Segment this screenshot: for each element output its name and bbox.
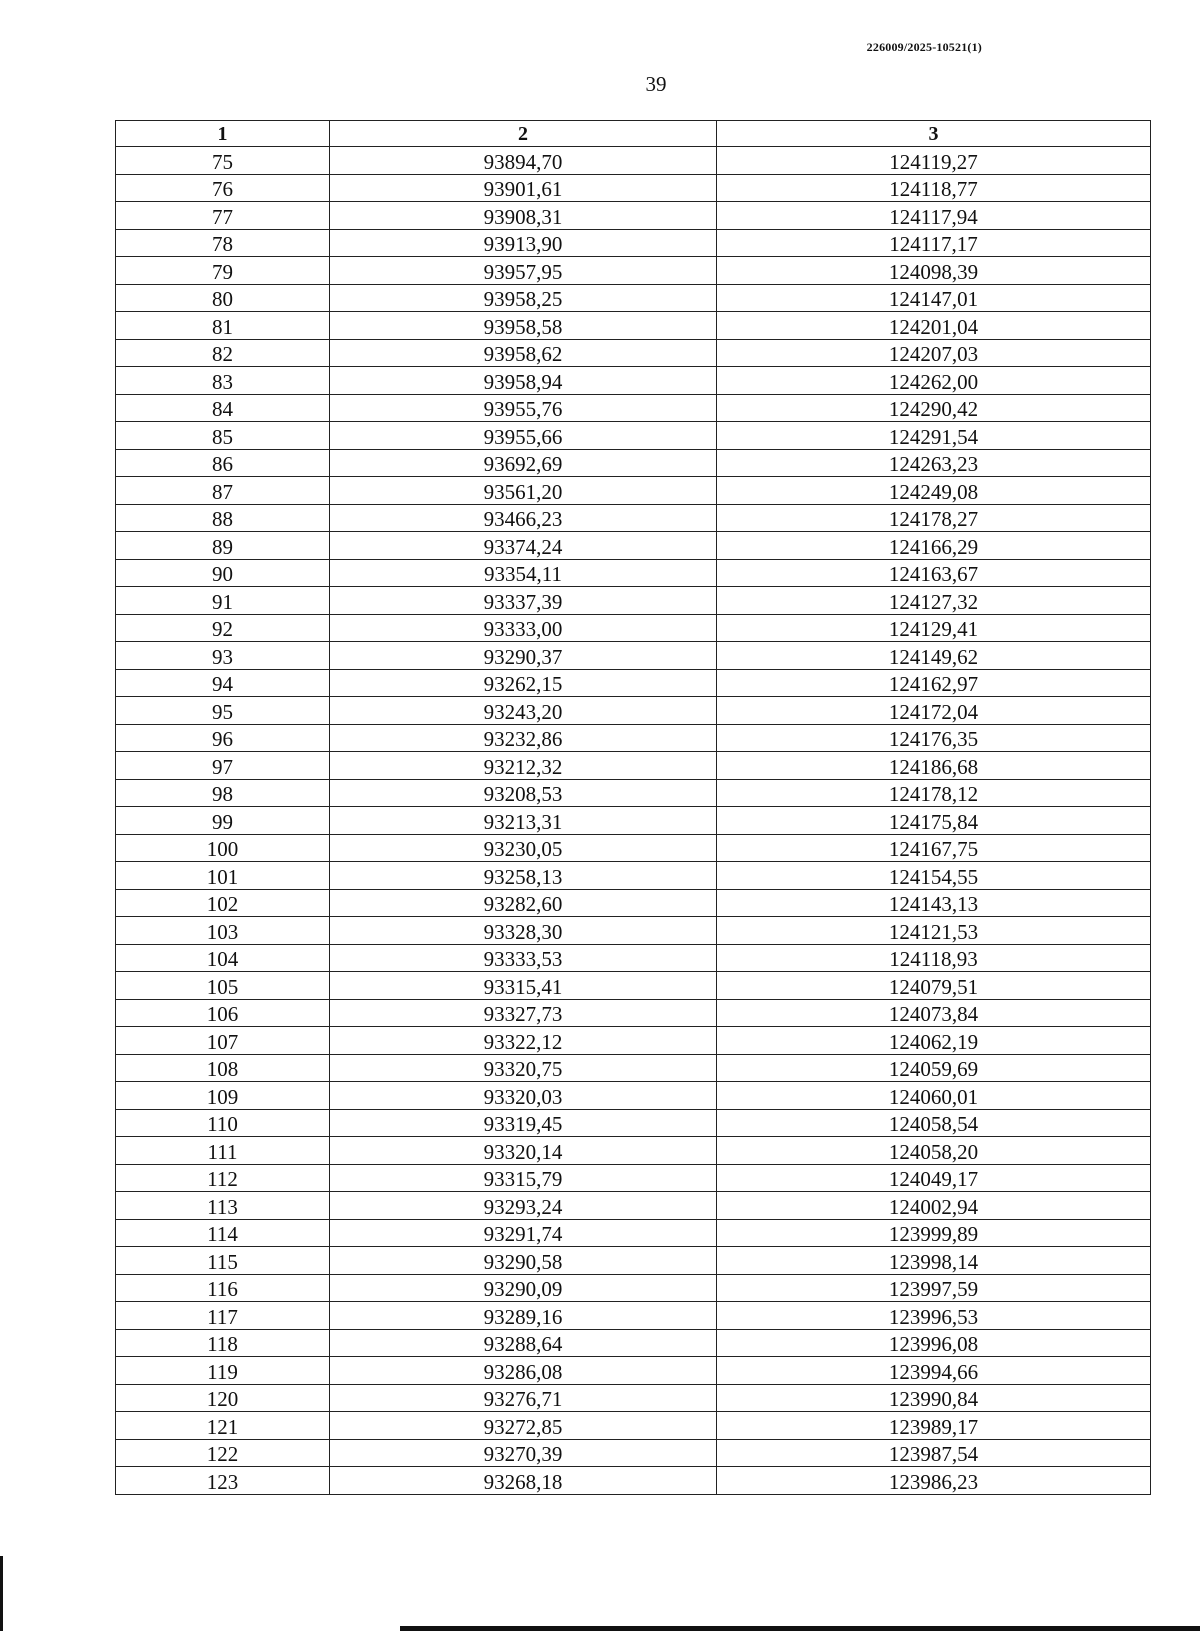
table-row [116,1247,1151,1275]
table-row [116,1192,1151,1220]
table-row [116,587,1151,615]
column-header-1: 1 [116,121,330,147]
point-number-cell: 98 [116,779,330,807]
coordinate-y-cell: 124147,01 [717,284,1151,312]
table-body [116,147,1151,1495]
coordinate-x-cell: 93270,39 [330,1439,717,1467]
point-number-cell: 118 [116,1329,330,1357]
coordinate-y-cell: 124166,29 [717,532,1151,560]
coordinate-x-cell: 93958,62 [330,339,717,367]
coordinate-x-cell: 93272,85 [330,1412,717,1440]
coordinate-y-cell: 124162,97 [717,669,1151,697]
point-number-cell: 100 [116,834,330,862]
table-row [116,889,1151,917]
coordinate-y-cell: 124117,94 [717,202,1151,230]
coordinate-x-cell: 93268,18 [330,1467,717,1495]
table-row [116,339,1151,367]
point-number-cell: 94 [116,669,330,697]
coordinate-y-cell: 124263,23 [717,449,1151,477]
coordinate-y-cell: 123996,08 [717,1329,1151,1357]
coordinate-y-cell: 124079,51 [717,972,1151,1000]
table-row [116,1054,1151,1082]
table-row [116,504,1151,532]
coordinate-x-cell: 93374,24 [330,532,717,560]
coordinate-y-cell: 124175,84 [717,807,1151,835]
coordinate-x-cell: 93958,94 [330,367,717,395]
table-row [116,752,1151,780]
point-number-cell: 80 [116,284,330,312]
coordinate-x-cell: 93262,15 [330,669,717,697]
point-number-cell: 92 [116,614,330,642]
table-row [116,312,1151,340]
point-number-cell: 76 [116,174,330,202]
coordinate-x-cell: 93290,58 [330,1247,717,1275]
header-row [116,121,1151,147]
coordinate-x-cell: 93282,60 [330,889,717,917]
table-row [116,779,1151,807]
point-number-cell: 84 [116,394,330,422]
table-row [116,862,1151,890]
coordinate-x-cell: 93333,00 [330,614,717,642]
point-number-cell: 78 [116,229,330,257]
point-number-cell: 121 [116,1412,330,1440]
point-number-cell: 97 [116,752,330,780]
coordinate-y-cell: 124178,12 [717,779,1151,807]
coordinate-y-cell: 124176,35 [717,724,1151,752]
coordinate-y-cell: 124060,01 [717,1082,1151,1110]
table-row [116,669,1151,697]
coordinate-x-cell: 93213,31 [330,807,717,835]
coordinate-x-cell: 93258,13 [330,862,717,890]
coordinate-x-cell: 93320,14 [330,1137,717,1165]
point-number-cell: 110 [116,1109,330,1137]
point-number-cell: 109 [116,1082,330,1110]
table-header [116,121,1151,147]
point-number-cell: 89 [116,532,330,560]
coordinate-y-cell: 124143,13 [717,889,1151,917]
point-number-cell: 112 [116,1164,330,1192]
coordinate-x-cell: 93320,03 [330,1082,717,1110]
table-row [116,257,1151,285]
point-number-cell: 107 [116,1027,330,1055]
coordinate-x-cell: 93288,64 [330,1329,717,1357]
point-number-cell: 105 [116,972,330,1000]
column-header-3: 3 [717,121,1151,147]
table-row [116,229,1151,257]
coordinate-y-cell: 123994,66 [717,1357,1151,1385]
coordinate-x-cell: 93230,05 [330,834,717,862]
table-row [116,449,1151,477]
coordinate-y-cell: 124118,93 [717,944,1151,972]
coordinate-y-cell: 124127,32 [717,587,1151,615]
table-row [116,1467,1151,1495]
coordinate-y-cell: 124163,67 [717,559,1151,587]
page-number: 39 [645,72,667,96]
table-row [116,972,1151,1000]
point-number-cell: 75 [116,147,330,175]
coordinate-y-cell: 123990,84 [717,1384,1151,1412]
coordinate-y-cell: 123987,54 [717,1439,1151,1467]
coordinate-y-cell: 124117,17 [717,229,1151,257]
coordinate-x-cell: 93232,86 [330,724,717,752]
table-row [116,1137,1151,1165]
coordinate-x-cell: 93291,74 [330,1219,717,1247]
coordinate-y-cell: 124290,42 [717,394,1151,422]
coordinate-x-cell: 93333,53 [330,944,717,972]
table-row [116,999,1151,1027]
point-number-cell: 101 [116,862,330,890]
coordinate-x-cell: 93901,61 [330,174,717,202]
point-number-cell: 119 [116,1357,330,1385]
table-row [116,1082,1151,1110]
point-number-cell: 115 [116,1247,330,1275]
point-number-cell: 114 [116,1219,330,1247]
coordinate-x-cell: 93913,90 [330,229,717,257]
table-row [116,394,1151,422]
scan-edge-mark [0,1556,3,1631]
coordinate-y-cell: 124172,04 [717,697,1151,725]
table-row [116,1357,1151,1385]
table-row [116,422,1151,450]
coordinate-y-cell: 123986,23 [717,1467,1151,1495]
table-row [116,532,1151,560]
table-row [116,1274,1151,1302]
coordinate-x-cell: 93276,71 [330,1384,717,1412]
point-number-cell: 113 [116,1192,330,1220]
point-number-cell: 111 [116,1137,330,1165]
coordinate-y-cell: 124154,55 [717,862,1151,890]
point-number-cell: 79 [116,257,330,285]
table-row [116,1329,1151,1357]
table-row [116,944,1151,972]
coordinate-y-cell: 123997,59 [717,1274,1151,1302]
coordinate-x-cell: 93561,20 [330,477,717,505]
coordinate-y-cell: 124207,03 [717,339,1151,367]
table-row [116,834,1151,862]
coordinate-x-cell: 93328,30 [330,917,717,945]
table-row [116,202,1151,230]
coordinate-x-cell: 93958,58 [330,312,717,340]
coordinates-table [115,120,1151,1495]
coordinate-x-cell: 93354,11 [330,559,717,587]
coordinate-x-cell: 93327,73 [330,999,717,1027]
table-row [116,614,1151,642]
scan-bottom-rule [400,1626,1200,1631]
coordinate-y-cell: 124178,27 [717,504,1151,532]
coordinate-x-cell: 93958,25 [330,284,717,312]
coordinate-x-cell: 93243,20 [330,697,717,725]
point-number-cell: 96 [116,724,330,752]
column-header-2: 2 [330,121,717,147]
table-row [116,1412,1151,1440]
coordinate-y-cell: 124058,54 [717,1109,1151,1137]
coordinate-y-cell: 124073,84 [717,999,1151,1027]
coordinate-x-cell: 93315,41 [330,972,717,1000]
table-row [116,477,1151,505]
coordinate-x-cell: 93955,66 [330,422,717,450]
coordinate-x-cell: 93290,09 [330,1274,717,1302]
table-row [116,1109,1151,1137]
table-row [116,642,1151,670]
point-number-cell: 87 [116,477,330,505]
coordinate-y-cell: 124119,27 [717,147,1151,175]
coordinate-x-cell: 93212,32 [330,752,717,780]
coordinate-x-cell: 93692,69 [330,449,717,477]
table-row [116,559,1151,587]
coordinate-x-cell: 93908,31 [330,202,717,230]
coordinate-y-cell: 124167,75 [717,834,1151,862]
coordinate-y-cell: 124049,17 [717,1164,1151,1192]
coordinate-y-cell: 123996,53 [717,1302,1151,1330]
point-number-cell: 103 [116,917,330,945]
point-number-cell: 77 [116,202,330,230]
point-number-cell: 88 [116,504,330,532]
coordinate-y-cell: 124201,04 [717,312,1151,340]
coordinate-x-cell: 93466,23 [330,504,717,532]
point-number-cell: 123 [116,1467,330,1495]
point-number-cell: 116 [116,1274,330,1302]
table-row [116,807,1151,835]
table-row [116,1027,1151,1055]
point-number-cell: 85 [116,422,330,450]
coordinate-x-cell: 93315,79 [330,1164,717,1192]
table-row [116,174,1151,202]
coordinate-x-cell: 93286,08 [330,1357,717,1385]
point-number-cell: 81 [116,312,330,340]
coordinate-x-cell: 93289,16 [330,1302,717,1330]
coordinate-y-cell: 123999,89 [717,1219,1151,1247]
table-row [116,1439,1151,1467]
coordinates-table-container [115,120,1150,1495]
coordinate-x-cell: 93957,95 [330,257,717,285]
coordinate-x-cell: 93955,76 [330,394,717,422]
table-row [116,724,1151,752]
point-number-cell: 91 [116,587,330,615]
coordinate-y-cell: 124129,41 [717,614,1151,642]
point-number-cell: 122 [116,1439,330,1467]
coordinate-y-cell: 123998,14 [717,1247,1151,1275]
point-number-cell: 83 [116,367,330,395]
coordinate-x-cell: 93337,39 [330,587,717,615]
coordinate-y-cell: 124058,20 [717,1137,1151,1165]
point-number-cell: 108 [116,1054,330,1082]
point-number-cell: 86 [116,449,330,477]
coordinate-x-cell: 93320,75 [330,1054,717,1082]
point-number-cell: 99 [116,807,330,835]
coordinate-y-cell: 124121,53 [717,917,1151,945]
table-row [116,1219,1151,1247]
point-number-cell: 104 [116,944,330,972]
table-row [116,1384,1151,1412]
table-row [116,284,1151,312]
document-id: 226009/2025-10521(1) [866,40,982,54]
coordinate-y-cell: 124062,19 [717,1027,1151,1055]
point-number-cell: 102 [116,889,330,917]
coordinate-x-cell: 93894,70 [330,147,717,175]
coordinate-y-cell: 123989,17 [717,1412,1151,1440]
coordinate-y-cell: 124262,00 [717,367,1151,395]
point-number-cell: 120 [116,1384,330,1412]
table-row [116,1164,1151,1192]
table-row [116,367,1151,395]
table-row [116,697,1151,725]
point-number-cell: 93 [116,642,330,670]
coordinate-y-cell: 124249,08 [717,477,1151,505]
coordinate-y-cell: 124291,54 [717,422,1151,450]
coordinate-x-cell: 93319,45 [330,1109,717,1137]
coordinate-y-cell: 124098,39 [717,257,1151,285]
point-number-cell: 106 [116,999,330,1027]
table-row [116,917,1151,945]
table-row [116,147,1151,175]
coordinate-x-cell: 93208,53 [330,779,717,807]
coordinate-y-cell: 124059,69 [717,1054,1151,1082]
coordinate-x-cell: 93322,12 [330,1027,717,1055]
coordinate-y-cell: 124118,77 [717,174,1151,202]
point-number-cell: 95 [116,697,330,725]
point-number-cell: 90 [116,559,330,587]
point-number-cell: 82 [116,339,330,367]
point-number-cell: 117 [116,1302,330,1330]
table-row [116,1302,1151,1330]
coordinate-y-cell: 124149,62 [717,642,1151,670]
coordinate-y-cell: 124002,94 [717,1192,1151,1220]
coordinate-x-cell: 93290,37 [330,642,717,670]
coordinate-y-cell: 124186,68 [717,752,1151,780]
coordinate-x-cell: 93293,24 [330,1192,717,1220]
